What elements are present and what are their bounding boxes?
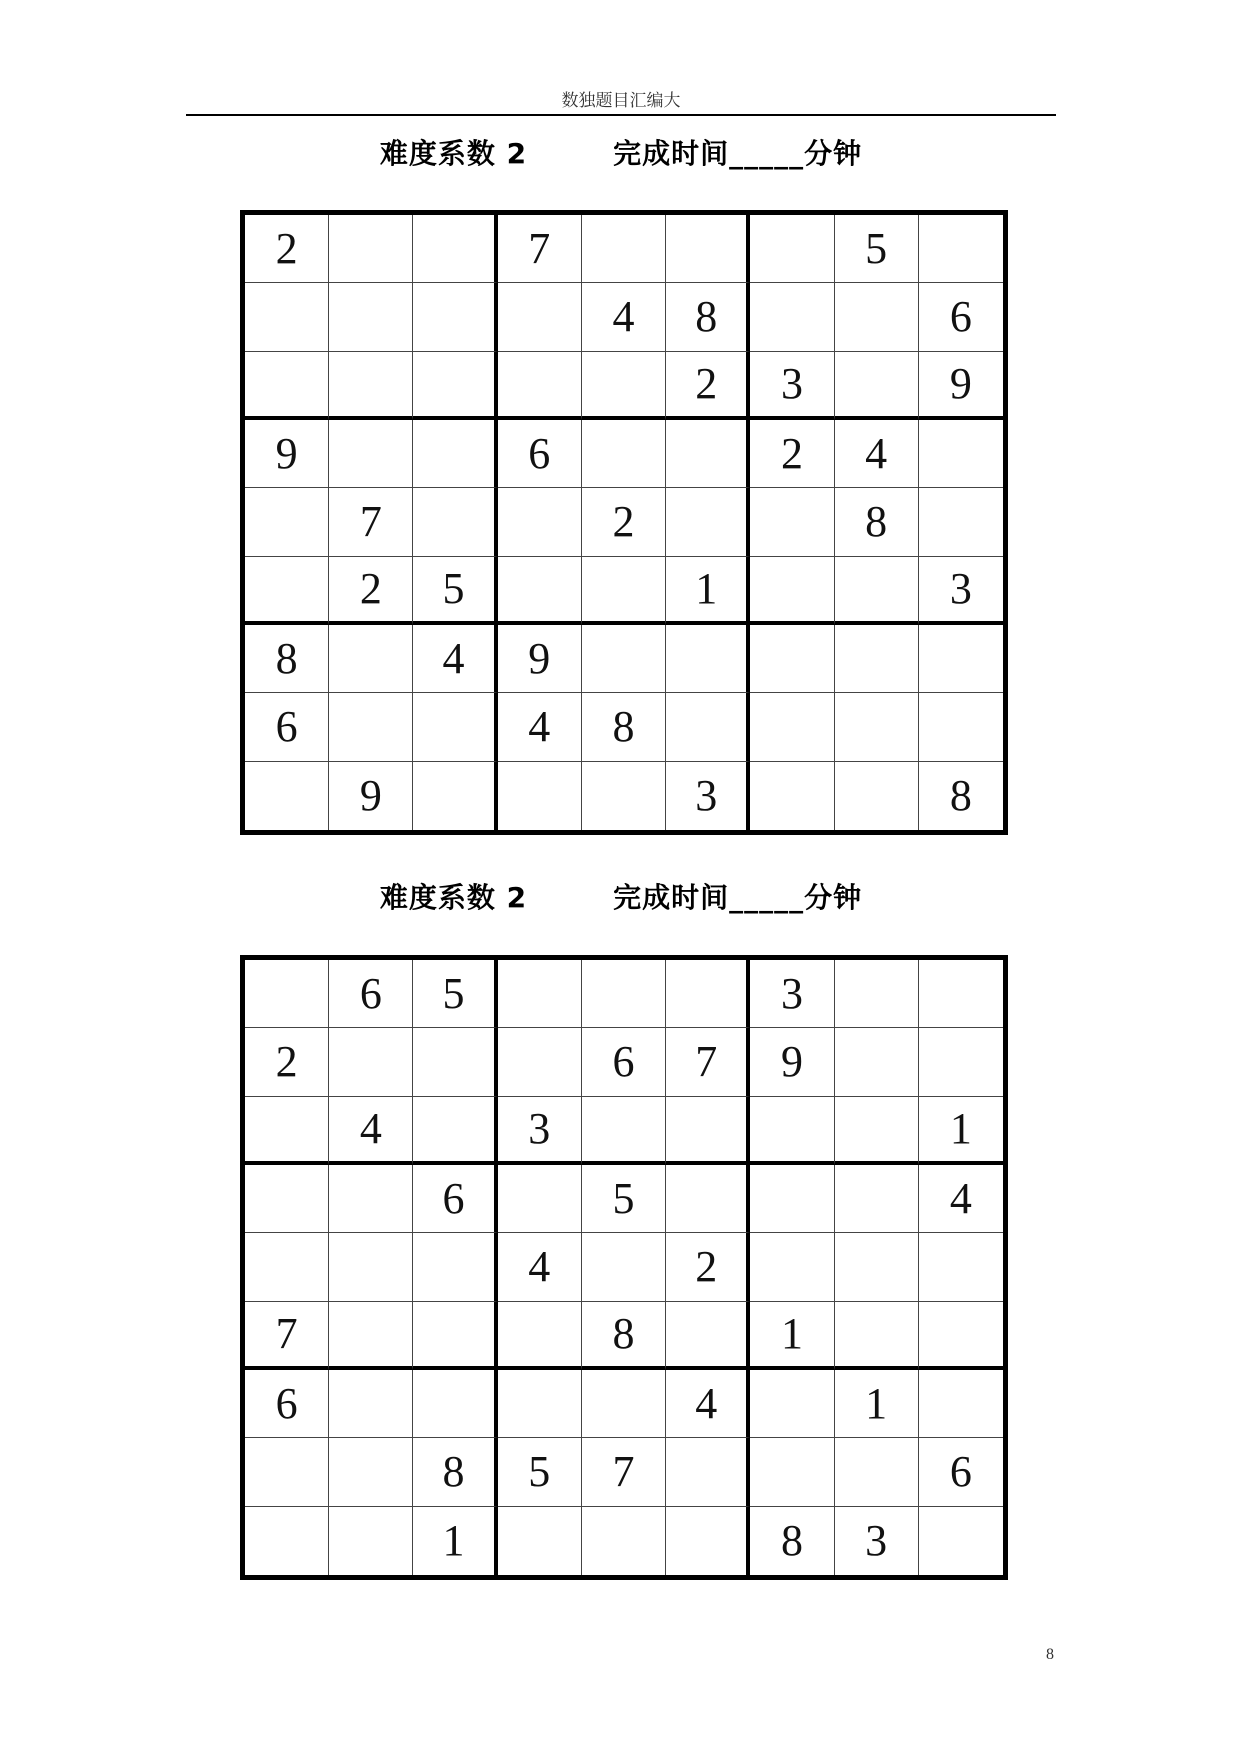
sudoku-cell[interactable] [498,557,582,625]
sudoku-cell[interactable] [835,1302,919,1370]
sudoku-cell[interactable] [666,1438,750,1506]
sudoku-cell[interactable] [329,1028,413,1096]
puzzle-2-title: 难度系数 2 完成时间_____分钟 [379,881,863,914]
sudoku-cell[interactable]: 2 [245,215,329,283]
sudoku-cell[interactable]: 6 [919,283,1003,351]
sudoku-cell[interactable]: 8 [949,770,972,820]
sudoku-cell[interactable]: 6 [919,1438,1003,1506]
sudoku-cell[interactable] [329,420,413,488]
sudoku-cell[interactable]: 3 [835,1507,919,1575]
sudoku-cell[interactable] [245,1165,329,1233]
sudoku-cell[interactable]: 6 [329,960,413,1028]
sudoku-cell[interactable] [329,1302,413,1370]
sudoku-cell[interactable] [835,960,919,1028]
sudoku-cell[interactable]: 4 [582,283,666,351]
sudoku-cell[interactable]: 4 [919,1165,1003,1233]
sudoku-cell[interactable]: 4 [498,693,582,761]
sudoku-cell[interactable] [919,1302,1003,1370]
sudoku-cell[interactable] [582,625,666,693]
sudoku-cell[interactable] [750,762,834,830]
sudoku-cell[interactable] [245,1097,329,1165]
header-divider [186,114,1056,116]
sudoku-cell[interactable]: 3 [666,762,750,830]
sudoku-cell[interactable]: 8 [835,488,919,556]
sudoku-cell[interactable] [413,1370,497,1438]
sudoku-cell[interactable] [413,1302,497,1370]
sudoku-cell[interactable] [413,488,497,556]
sudoku-cell[interactable] [582,1233,666,1301]
sudoku-cell[interactable] [498,1302,582,1370]
sudoku-cell[interactable]: 1 [666,557,750,625]
sudoku-cell[interactable] [582,1370,666,1438]
sudoku-cell[interactable] [245,283,329,351]
sudoku-cell[interactable] [666,693,750,761]
sudoku-cell[interactable]: 5 [498,1438,582,1506]
sudoku-cell[interactable] [750,1438,834,1506]
sudoku-cell[interactable]: 5 [413,960,497,1028]
sudoku-cell[interactable]: 5 [582,1165,666,1233]
sudoku-cell[interactable] [413,693,497,761]
sudoku-cell[interactable] [666,960,750,1028]
sudoku-cell[interactable] [919,1233,1003,1301]
sudoku-cell[interactable]: 4 [666,1370,750,1438]
sudoku-cell[interactable]: 6 [245,1370,329,1438]
sudoku-cell[interactable]: 1 [413,1507,497,1575]
sudoku-cell[interactable] [835,1233,919,1301]
sudoku-cell[interactable] [750,1165,834,1233]
sudoku-cell[interactable] [750,557,834,625]
sudoku-cell[interactable] [666,1507,750,1575]
sudoku-cell[interactable] [329,1438,413,1506]
sudoku-cell[interactable]: 9 [329,762,413,830]
sudoku-cell[interactable]: 2 [750,420,834,488]
sudoku-cell[interactable]: 5 [413,557,497,625]
sudoku-cell[interactable]: 4 [835,420,919,488]
sudoku-cell[interactable] [498,488,582,556]
sudoku-cell[interactable] [329,693,413,761]
sudoku-cell[interactable] [919,1028,1003,1096]
sudoku-cell[interactable] [329,1507,413,1575]
sudoku-cell[interactable] [413,420,497,488]
sudoku-cell[interactable] [835,1438,919,1506]
sudoku-cell[interactable]: 8 [413,1438,497,1506]
sudoku-cell[interactable] [750,1097,834,1165]
sudoku-cell[interactable]: 7 [498,215,582,283]
sudoku-cell[interactable]: 2 [329,557,413,625]
sudoku-cell[interactable] [498,283,582,351]
sudoku-cell[interactable]: 6 [582,1028,666,1096]
sudoku-cell[interactable]: 1 [750,1302,834,1370]
sudoku-cell[interactable] [750,283,834,351]
sudoku-cell[interactable]: 9 [498,625,582,693]
sudoku-cell[interactable]: 7 [582,1438,666,1506]
sudoku-cell[interactable] [413,352,497,420]
sudoku-grid-1 [240,210,1008,835]
sudoku-cell[interactable] [245,1507,329,1575]
sudoku-cell[interactable] [835,693,919,761]
sudoku-cell[interactable]: 8 [750,1507,834,1575]
sudoku-cell[interactable] [919,420,1003,488]
sudoku-cell[interactable]: 2 [582,488,666,556]
sudoku-cell[interactable] [582,1507,666,1575]
puzzle-1-title: 难度系数 2 完成时间_____分钟 [379,137,863,170]
sudoku-cell[interactable] [919,960,1003,1028]
sudoku-cell[interactable]: 8 [582,693,666,761]
sudoku-cell[interactable]: 8 [582,1302,666,1370]
sudoku-cell[interactable]: 3 [750,352,834,420]
sudoku-cell[interactable] [835,283,919,351]
sudoku-cell[interactable] [750,625,834,693]
sudoku-cell[interactable]: 8 [666,283,750,351]
sudoku-cell[interactable] [919,1507,1003,1575]
sudoku-cell[interactable] [245,557,329,625]
sudoku-cell[interactable] [919,693,1003,761]
sudoku-cell[interactable] [750,488,834,556]
sudoku-cell[interactable] [329,1233,413,1301]
sudoku-cell[interactable] [666,420,750,488]
sudoku-cell[interactable] [245,960,329,1028]
sudoku-cell[interactable]: 6 [498,420,582,488]
sudoku-cell[interactable]: 2 [666,352,750,420]
sudoku-cell[interactable]: 1 [919,1097,1003,1165]
sudoku-cell[interactable] [582,1097,666,1165]
sudoku-cell[interactable] [582,557,666,625]
sudoku-cell[interactable] [413,762,497,830]
sudoku-cell[interactable] [498,1370,582,1438]
sudoku-cell[interactable] [498,1507,582,1575]
sudoku-cell[interactable]: 1 [835,1370,919,1438]
sudoku-cell[interactable] [750,693,834,761]
sudoku-cell[interactable] [413,215,497,283]
sudoku-cell[interactable] [835,557,919,625]
sudoku-cell[interactable]: 9 [919,352,1003,420]
sudoku-cell[interactable] [582,420,666,488]
sudoku-cell[interactable] [582,762,666,830]
sudoku-cell[interactable] [245,1233,329,1301]
sudoku-cell[interactable] [413,1233,497,1301]
sudoku-cell[interactable] [835,1028,919,1096]
sudoku-cell[interactable] [498,762,582,830]
sudoku-cell[interactable] [245,352,329,420]
sudoku-cell[interactable]: 3 [750,960,834,1028]
page-number: 8 [1046,1646,1054,1663]
sudoku-cell[interactable]: 6 [413,1165,497,1233]
sudoku-cell[interactable] [582,352,666,420]
sudoku-cell[interactable] [498,960,582,1028]
sudoku-cell[interactable] [498,1028,582,1096]
sudoku-cell[interactable]: 3 [498,1097,582,1165]
sudoku-cell[interactable]: 7 [245,1302,329,1370]
sudoku-cell[interactable] [835,625,919,693]
sudoku-cell[interactable]: 4 [498,1233,582,1301]
sudoku-cell[interactable]: 9 [245,420,329,488]
page-header-title: 数独题目汇编大 [561,91,681,111]
sudoku-cell[interactable] [329,283,413,351]
sudoku-cell[interactable]: 7 [666,1028,750,1096]
sudoku-cell[interactable]: 9 [750,1028,834,1096]
sudoku-cell[interactable] [329,1370,413,1438]
sudoku-cell[interactable] [666,1165,750,1233]
sudoku-cell[interactable] [666,1097,750,1165]
sudoku-cell[interactable] [582,960,666,1028]
sudoku-cell[interactable]: 4 [329,1097,413,1165]
sudoku-cell[interactable]: 2 [245,1028,329,1096]
sudoku-cell[interactable]: 3 [919,557,1003,625]
sudoku-cell[interactable]: 4 [413,625,497,693]
sudoku-cell[interactable] [666,1302,750,1370]
sudoku-cell[interactable] [919,215,1003,283]
sudoku-cell[interactable] [245,762,329,830]
sudoku-cell[interactable] [666,625,750,693]
sudoku-cell[interactable]: 8 [245,625,329,693]
sudoku-grid-2 [240,955,1008,1580]
sudoku-cell[interactable] [919,488,1003,556]
sudoku-cell[interactable] [245,488,329,556]
sudoku-cell[interactable] [919,1370,1003,1438]
sudoku-cell[interactable]: 5 [835,215,919,283]
sudoku-cell[interactable] [666,215,750,283]
sudoku-cell[interactable]: 6 [245,693,329,761]
sudoku-cell[interactable] [835,352,919,420]
sudoku-cell[interactable] [329,625,413,693]
sudoku-cell[interactable] [919,625,1003,693]
sudoku-cell[interactable]: 2 [666,1233,750,1301]
sudoku-cell[interactable] [835,762,919,830]
sudoku-cell[interactable] [666,488,750,556]
sudoku-cell[interactable] [582,215,666,283]
sudoku-cell[interactable] [413,1097,497,1165]
sudoku-cell[interactable] [329,352,413,420]
sudoku-cell[interactable] [835,1165,919,1233]
sudoku-cell[interactable] [329,215,413,283]
sudoku-cell[interactable] [750,215,834,283]
sudoku-cell[interactable] [498,1165,582,1233]
sudoku-cell[interactable] [329,1165,413,1233]
sudoku-cell[interactable] [498,352,582,420]
sudoku-cell[interactable] [245,1438,329,1506]
sudoku-cell[interactable] [750,1233,834,1301]
sudoku-cell[interactable] [413,283,497,351]
sudoku-cell[interactable] [835,1097,919,1165]
sudoku-cell[interactable]: 7 [329,488,413,556]
sudoku-cell[interactable] [750,1370,834,1438]
sudoku-cell[interactable] [413,1028,497,1096]
